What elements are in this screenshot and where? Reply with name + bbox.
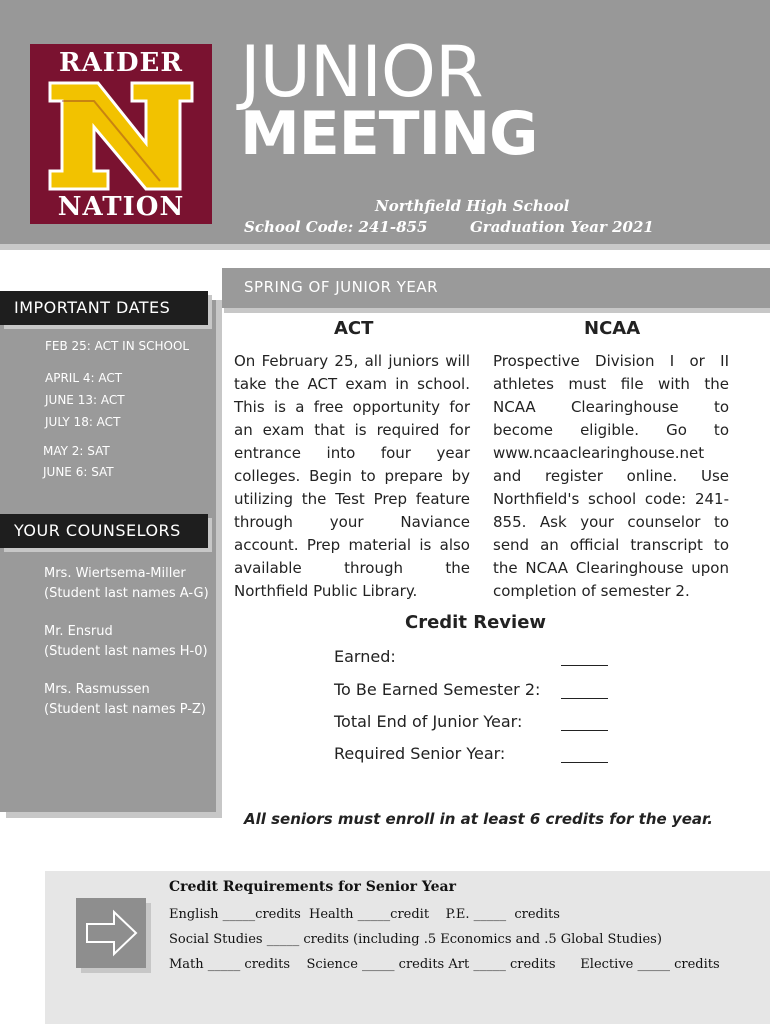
arrow-right-icon bbox=[76, 898, 146, 968]
ncaa-text: Prospective Division I or II athletes must file with the NCAA Clearinghouse to become eligible. Go to www.ncaaclearinghouse.net and register online. Use Northfield's school code: 241-855. Ask your counselor to send an official transcript to the NCAA Clearinghouse upon completion of semester 2. bbox=[493, 352, 729, 600]
credit-earned-label: Earned: bbox=[334, 647, 396, 666]
date-item: JULY 18: ACT bbox=[45, 415, 121, 429]
date-item: JUNE 13: ACT bbox=[45, 393, 125, 407]
enroll-note: All seniors must enroll in at least 6 credits for the year. bbox=[244, 810, 713, 828]
logo-bottom-text: NATION bbox=[57, 192, 185, 222]
spring-bar-shadow bbox=[224, 308, 770, 313]
counselor-entry bbox=[44, 680, 206, 720]
spring-label: SPRING OF JUNIOR YEAR bbox=[244, 278, 439, 296]
logo-top-text: RAIDER bbox=[59, 48, 183, 78]
counselor-range: (Student last names H-0) bbox=[44, 644, 208, 659]
graduation-year: Graduation Year 2021 bbox=[470, 218, 654, 236]
requirements-line: Social Studies _____ credits (including .5 Economics and .5 Global Studies) bbox=[169, 932, 662, 947]
counselor-name: Mrs. Wiertsema-Miller bbox=[44, 566, 186, 581]
raider-nation-logo bbox=[30, 44, 212, 224]
credit-total-blank bbox=[561, 713, 608, 731]
arrow-right-icon-svg bbox=[76, 898, 146, 968]
credit-earned-blank bbox=[561, 648, 608, 666]
requirements-line: Math _____ credits Science _____ credits Art _____ credits Elective _____ credits bbox=[169, 957, 720, 972]
credit-required-blank bbox=[561, 745, 608, 763]
act-text: On February 25, all juniors will take the ACT exam in school. This is a free opportunity for an exam that is required for entrance into four year colleges. Begin to prepare by utilizing the Test Prep feature through your Naviance account. Prep material is also available through the Northfield Public Library. bbox=[234, 352, 470, 600]
counselor-range: (Student last names P-Z) bbox=[44, 702, 206, 717]
title-meeting: MEETING bbox=[240, 99, 538, 169]
credit-total-label: Total End of Junior Year: bbox=[334, 712, 523, 731]
act-heading: ACT bbox=[334, 318, 374, 339]
title-junior: JUNIOR bbox=[240, 31, 483, 113]
date-item: JUNE 6: SAT bbox=[43, 465, 114, 479]
counselor-entry bbox=[44, 622, 208, 662]
logo-n-letter bbox=[42, 81, 200, 191]
ncaa-heading: NCAA bbox=[584, 318, 641, 339]
school-name: Northfield High School bbox=[375, 197, 570, 215]
counselor-range: (Student last names A-G) bbox=[44, 586, 209, 601]
requirements-line: English _____credits Health _____credit P.E. _____ credits bbox=[169, 907, 560, 922]
counselor-entry bbox=[44, 564, 209, 604]
counselors-label: YOUR COUNSELORS bbox=[0, 514, 208, 548]
sidebar-shadow-bottom bbox=[6, 812, 222, 818]
credit-required-label: Required Senior Year: bbox=[334, 744, 506, 763]
credit-semester2-label: To Be Earned Semester 2: bbox=[334, 680, 541, 699]
school-code: School Code: 241-855 bbox=[244, 218, 428, 236]
counselor-name: Mr. Ensrud bbox=[44, 624, 113, 639]
header-shadow bbox=[0, 244, 770, 250]
credit-review-title: Credit Review bbox=[405, 612, 547, 633]
credit-semester2-blank bbox=[561, 681, 608, 699]
date-item: FEB 25: ACT IN SCHOOL bbox=[45, 339, 190, 353]
sidebar-shadow-right bbox=[216, 300, 222, 818]
counselor-name: Mrs. Rasmussen bbox=[44, 682, 150, 697]
date-item: APRIL 4: ACT bbox=[45, 371, 123, 385]
date-item: MAY 2: SAT bbox=[43, 444, 110, 458]
requirements-title: Credit Requirements for Senior Year bbox=[169, 879, 456, 895]
important-dates-label: IMPORTANT DATES bbox=[0, 291, 208, 325]
